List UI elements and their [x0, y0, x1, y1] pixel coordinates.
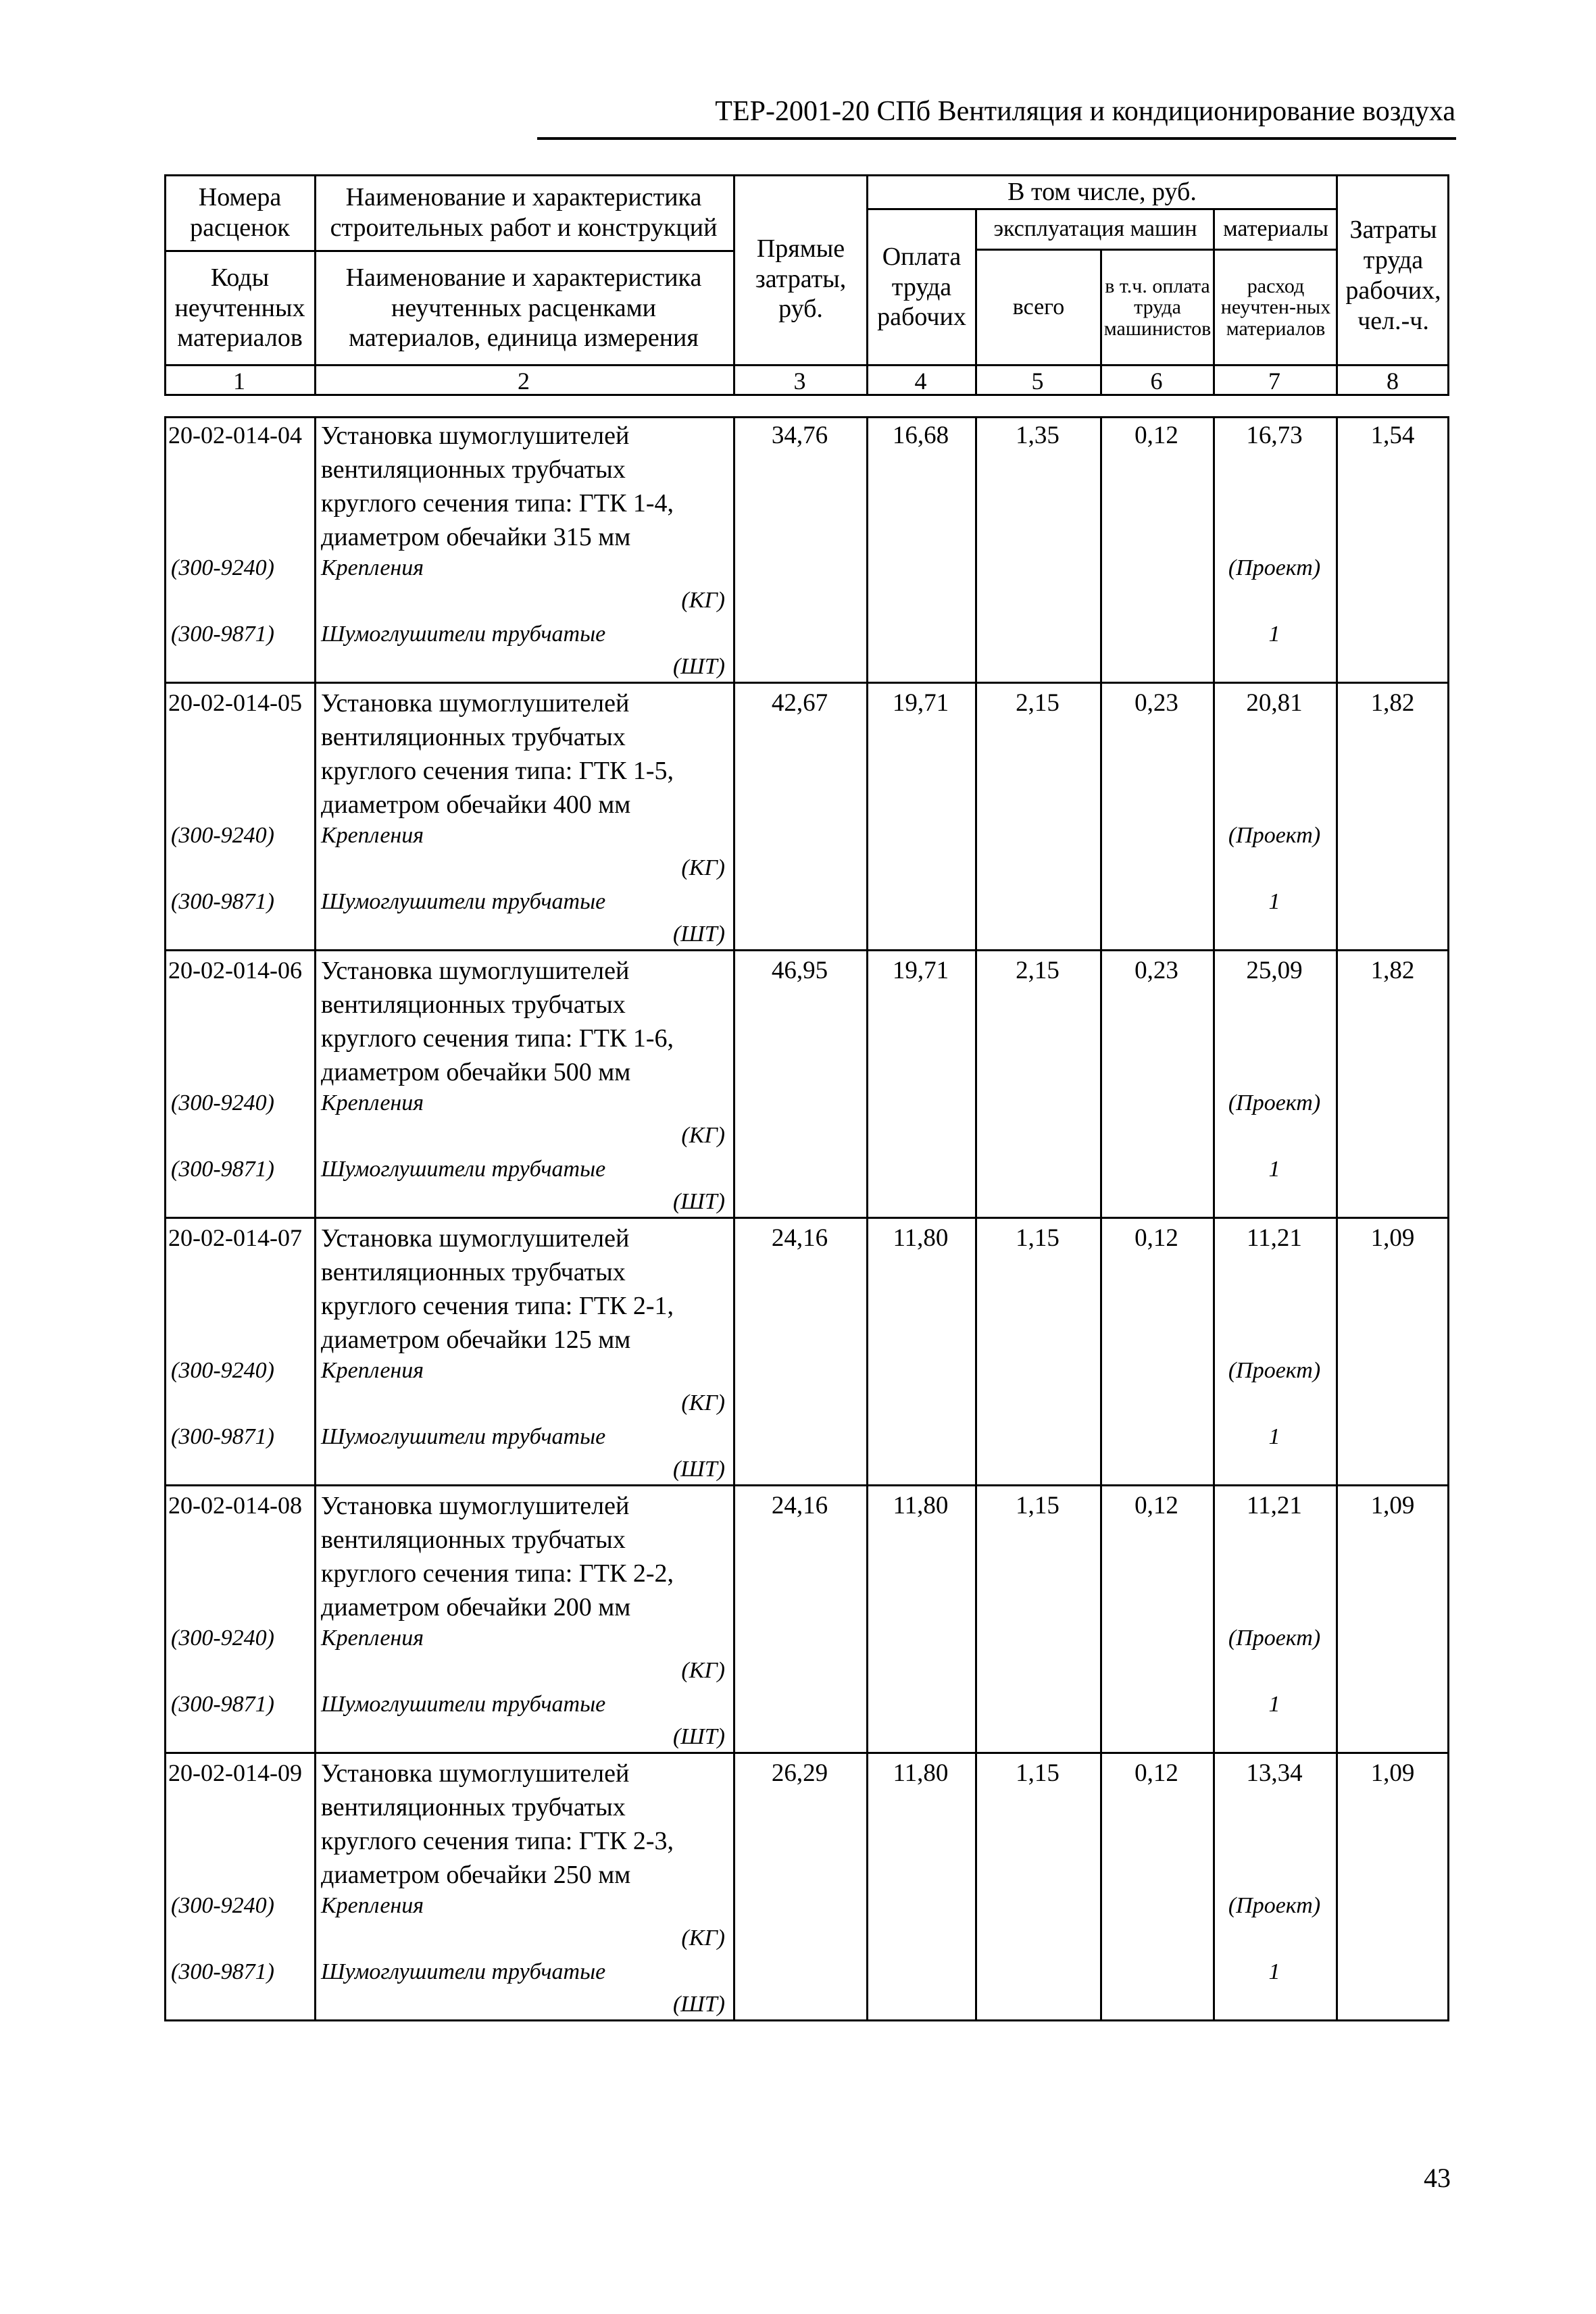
material-code: (300-9871)	[171, 1692, 274, 1717]
hdr-col1-bottom: Коды неучтенных материалов	[174, 263, 305, 353]
material-name: Крепления	[321, 823, 424, 848]
work-description: Установка шумоглушителей вентиляционных трубчатых круглого сечения типа: ГТК 2-3, диаметром обечайки 250 мм	[321, 1759, 674, 1889]
hdr-hline	[314, 250, 733, 252]
material-name: Крепления	[321, 1626, 424, 1651]
material-consumption: (Проект)	[1228, 1893, 1321, 1918]
hdr-num-5: 5	[1031, 367, 1044, 395]
hdr-group: В том числе, руб.	[1007, 177, 1197, 206]
material-code: (300-9871)	[171, 622, 274, 647]
hdr-col1-top: Номера расценок	[190, 183, 290, 242]
machines-labor: 0,23	[1134, 689, 1178, 717]
labor-hours: 1,09	[1370, 1492, 1415, 1519]
direct-cost: 24,16	[771, 1492, 828, 1519]
work-description: Установка шумоглушителей вентиляционных трубчатых круглого сечения типа: ГТК 1-5, диаметром обечайки 400 мм	[321, 689, 674, 819]
materials-cost: 11,21	[1247, 1224, 1302, 1252]
hdr-vline	[1336, 174, 1338, 396]
machines-labor: 0,12	[1134, 422, 1178, 449]
material-code: (300-9871)	[171, 1157, 274, 1182]
hdr-num-4: 4	[914, 367, 927, 395]
price-code: 20-02-014-04	[168, 422, 302, 449]
hdr-col7: расход неучтен-ных материалов	[1220, 274, 1331, 340]
work-description: Установка шумоглушителей вентиляционных трубчатых круглого сечения типа: ГТК 1-6, диаметром обечайки 500 мм	[321, 957, 674, 1086]
material-consumption: (Проект)	[1228, 1090, 1321, 1115]
material-name: Крепления	[321, 555, 424, 580]
labor-cost: 19,71	[892, 689, 949, 717]
material-code: (300-9240)	[171, 1358, 274, 1383]
material-code: (300-9240)	[171, 823, 274, 848]
material-consumption: 1	[1268, 889, 1280, 914]
machines-labor: 0,12	[1134, 1759, 1178, 1787]
machines-total: 1,35	[1016, 422, 1059, 449]
hdr-num-3: 3	[793, 367, 806, 395]
material-unit: (ШТ)	[672, 1189, 725, 1214]
material-consumption: (Проект)	[1228, 1626, 1321, 1651]
material-unit: (КГ)	[681, 1390, 725, 1415]
direct-cost: 24,16	[771, 1224, 828, 1252]
hdr-num-8: 8	[1387, 367, 1399, 395]
material-code: (300-9871)	[171, 889, 274, 914]
machines-labor: 0,12	[1134, 1224, 1178, 1252]
material-name: Шумоглушители трубчатые	[321, 1959, 606, 1984]
table-body	[164, 416, 1449, 2021]
material-consumption: 1	[1268, 1157, 1280, 1182]
material-code: (300-9240)	[171, 1626, 274, 1651]
price-code: 20-02-014-08	[168, 1492, 302, 1519]
hdr-num-6: 6	[1150, 367, 1163, 395]
material-unit: (ШТ)	[672, 1724, 725, 1749]
material-unit: (ШТ)	[672, 1457, 725, 1482]
machines-total: 1,15	[1016, 1492, 1059, 1519]
labor-hours: 1,09	[1370, 1224, 1415, 1252]
material-unit: (ШТ)	[672, 1992, 725, 2017]
material-consumption: 1	[1268, 622, 1280, 647]
material-code: (300-9871)	[171, 1959, 274, 1984]
table-row-5	[164, 1486, 1449, 1754]
hdr-materials: материалы	[1223, 216, 1328, 241]
hdr-col6: в т.ч. оплата труда машинистов	[1103, 274, 1212, 340]
table-row-1	[164, 416, 1449, 684]
material-name: Шумоглушители трубчатые	[321, 622, 606, 647]
materials-cost: 20,81	[1246, 689, 1303, 717]
direct-cost: 26,29	[771, 1759, 828, 1787]
machines-labor: 0,12	[1134, 1492, 1178, 1519]
machines-total: 1,15	[1016, 1224, 1059, 1252]
hdr-col3: Прямые затраты, руб.	[755, 234, 847, 324]
materials-cost: 13,34	[1246, 1759, 1303, 1787]
labor-cost: 16,68	[892, 422, 949, 449]
material-code: (300-9240)	[171, 555, 274, 580]
direct-cost: 34,76	[771, 422, 828, 449]
header-rule	[537, 137, 1456, 140]
material-unit: (КГ)	[681, 1658, 725, 1683]
table-header	[164, 174, 1449, 396]
hdr-vline	[314, 174, 316, 396]
hdr-num-1: 1	[233, 367, 245, 395]
hdr-col8: Затраты труда рабочих, чел.-ч.	[1345, 216, 1441, 335]
material-unit: (ШТ)	[672, 654, 725, 679]
hdr-vline	[733, 174, 735, 396]
material-unit: (ШТ)	[672, 922, 725, 947]
machines-total: 2,15	[1016, 689, 1059, 717]
work-description: Установка шумоглушителей вентиляционных трубчатых круглого сечения типа: ГТК 1-4, диаметром обечайки 315 мм	[321, 422, 674, 551]
work-description: Установка шумоглушителей вентиляционных трубчатых круглого сечения типа: ГТК 2-2, диаметром обечайки 200 мм	[321, 1492, 674, 1621]
material-consumption: (Проект)	[1228, 1358, 1321, 1383]
material-name: Шумоглушители трубчатые	[321, 889, 606, 914]
material-code: (300-9871)	[171, 1424, 274, 1449]
material-consumption: 1	[1268, 1692, 1280, 1717]
material-name: Крепления	[321, 1893, 424, 1918]
material-name: Шумоглушители трубчатые	[321, 1424, 606, 1449]
material-consumption: 1	[1268, 1959, 1280, 1984]
material-name: Крепления	[321, 1090, 424, 1115]
machines-total: 2,15	[1016, 957, 1059, 984]
hdr-num-2: 2	[518, 367, 530, 395]
hdr-col2-top: Наименование и характеристика строительных работ и конструкций	[330, 183, 718, 242]
machines-labor: 0,23	[1134, 957, 1178, 984]
material-unit: (КГ)	[681, 855, 725, 880]
labor-cost: 19,71	[892, 957, 949, 984]
labor-cost: 11,80	[893, 1492, 949, 1519]
material-consumption: (Проект)	[1228, 823, 1321, 848]
materials-cost: 16,73	[1246, 422, 1303, 449]
material-name: Шумоглушители трубчатые	[321, 1692, 606, 1717]
direct-cost: 46,95	[771, 957, 828, 984]
labor-hours: 1,54	[1370, 422, 1415, 449]
materials-cost: 11,21	[1247, 1492, 1302, 1519]
running-header: ТЕР-2001-20 СПб Вентиляция и кондиционирование воздуха	[715, 96, 1455, 127]
hdr-col5: всего	[1012, 294, 1065, 320]
table-row-3	[164, 951, 1449, 1219]
table-row-6	[164, 1754, 1449, 2021]
material-name: Шумоглушители трубчатые	[321, 1157, 606, 1182]
page-number: 43	[1424, 2163, 1451, 2193]
labor-hours: 1,82	[1370, 957, 1415, 984]
hdr-machines: эксплуатация машин	[993, 216, 1197, 241]
material-unit: (КГ)	[681, 1123, 725, 1148]
labor-hours: 1,09	[1370, 1759, 1415, 1787]
table-row-4	[164, 1219, 1449, 1486]
labor-hours: 1,82	[1370, 689, 1415, 717]
price-code: 20-02-014-07	[168, 1224, 302, 1251]
work-description: Установка шумоглушителей вентиляционных трубчатых круглого сечения типа: ГТК 2-1, диаметром обечайки 125 мм	[321, 1224, 674, 1354]
materials-cost: 25,09	[1246, 957, 1303, 984]
material-unit: (КГ)	[681, 1926, 725, 1951]
price-code: 20-02-014-09	[168, 1759, 302, 1786]
hdr-col2-bottom: Наименование и характеристика неучтенных расценками материалов, единица измерения	[345, 263, 702, 353]
hdr-hline	[164, 250, 314, 252]
material-name: Крепления	[321, 1358, 424, 1383]
price-code: 20-02-014-05	[168, 689, 302, 716]
material-code: (300-9240)	[171, 1893, 274, 1918]
hdr-hline	[975, 249, 1336, 251]
material-unit: (КГ)	[681, 588, 725, 613]
hdr-col4: Оплата труда рабочих	[877, 242, 966, 332]
price-code: 20-02-014-06	[168, 957, 302, 984]
labor-cost: 11,80	[893, 1759, 949, 1787]
material-code: (300-9240)	[171, 1090, 274, 1115]
labor-cost: 11,80	[893, 1224, 949, 1252]
machines-total: 1,15	[1016, 1759, 1059, 1787]
hdr-num-7: 7	[1268, 367, 1280, 395]
direct-cost: 42,67	[771, 689, 828, 717]
material-consumption: 1	[1268, 1424, 1280, 1449]
material-consumption: (Проект)	[1228, 555, 1321, 580]
table-row-2	[164, 684, 1449, 951]
